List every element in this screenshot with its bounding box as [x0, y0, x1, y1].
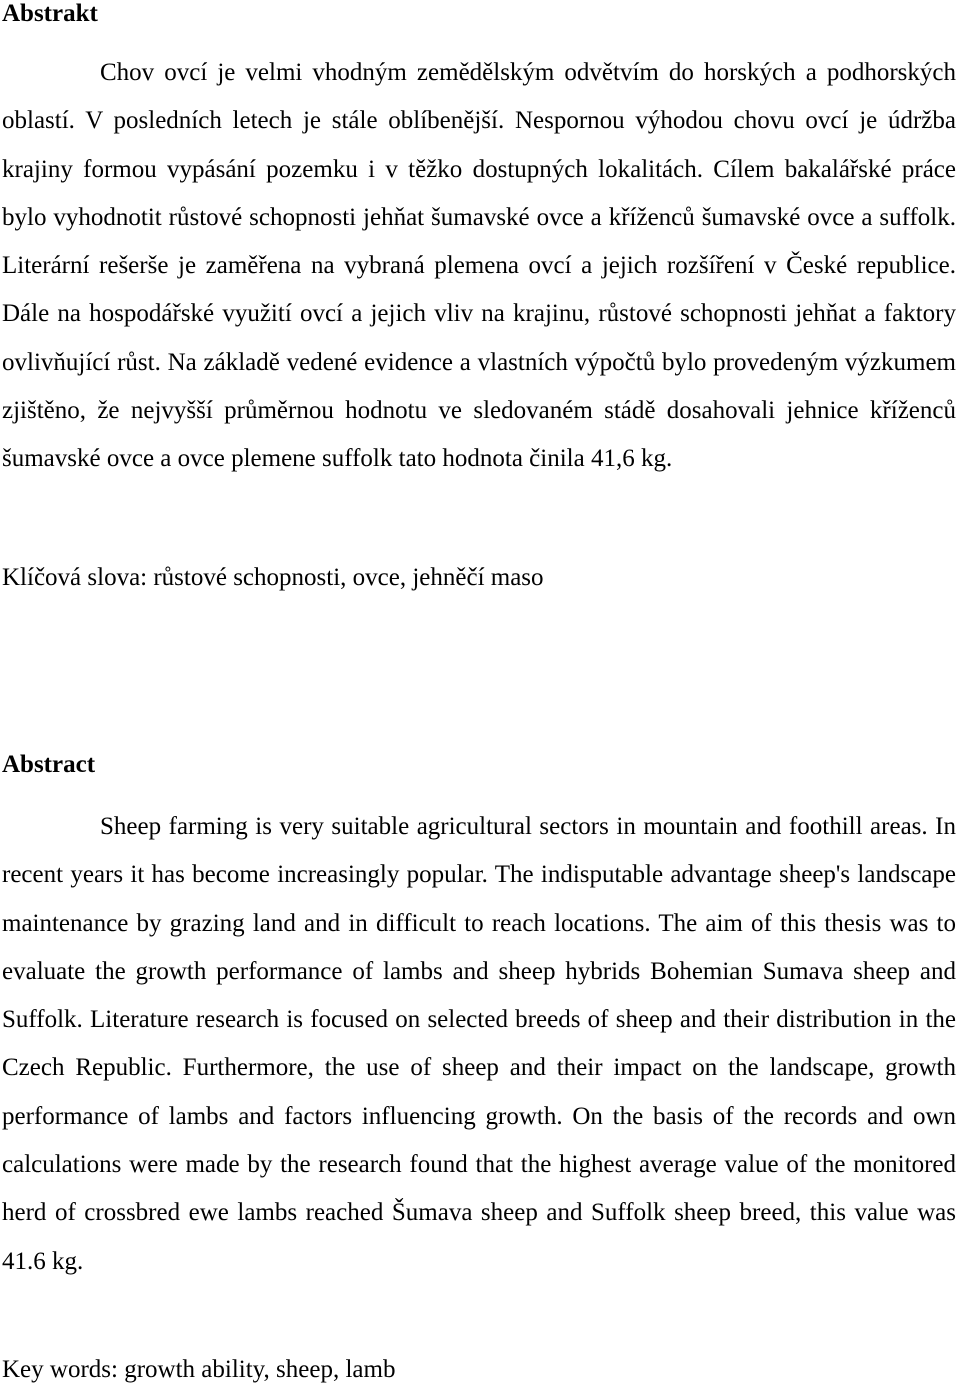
key-words: Key words: growth ability, sheep, lamb — [2, 1356, 396, 1383]
klicova-slova: Klíčová slova: růstové schopnosti, ovce, jehněčí maso — [2, 564, 544, 591]
abstrakt-heading: Abstrakt — [2, 0, 98, 27]
abstrakt-body: Chov ovcí je velmi vhodným zemědělským odvětvím do horských a podhorských oblastí. V posledních letech je stále oblíbenější. Nespornou výhodou chovu ovcí je údržba krajiny formou vypásání pozemku i v těžko dostupných lokalitách. Cílem bakalářské práce bylo vyhodnotit růstové schopnosti jehňat šumavské ovce a kříženců šumavské ovce a suffolk. Literární rešerše je zaměřena na vybraná plemena ovcí a jejich rozšíření v České republice. Dále na hospodářské využití ovcí a jejich vliv na krajinu, růstové schopnosti jehňat a faktory ovlivňující růst. Na základě vedené evidence a vlastních výpočtů bylo provedeným výzkumem zjištěno, že nejvyšší průměrnou hodnotu ve sledovaném stádě dosahovali jehnice kříženců šumavské ovce a ovce plemene suffolk tato hodnota činila 41,6 kg. — [2, 59, 956, 473]
abstract-body: Sheep farming is very suitable agricultural sectors in mountain and foothill areas. In recent years it has become increasingly popular. The indisputable advantage sheep's landscape maintenance by grazing land and in difficult to reach locations. The aim of this thesis was to evaluate the growth performance of lambs and sheep hybrids Bohemian Sumava sheep and Suffolk. Literature research is focused on selected breeds of sheep and their distribution in the Czech Republic. Furthermore, the use of sheep and their impact on the landscape, growth performance of lambs and factors influencing growth. On the basis of the records and own calculations were made by the research found that the highest average value of the monitored herd of crossbred ewe lambs reached Šumava sheep and Suffolk sheep breed, this value was 41.6 kg. — [2, 813, 956, 1275]
abstract-heading: Abstract — [2, 751, 96, 778]
